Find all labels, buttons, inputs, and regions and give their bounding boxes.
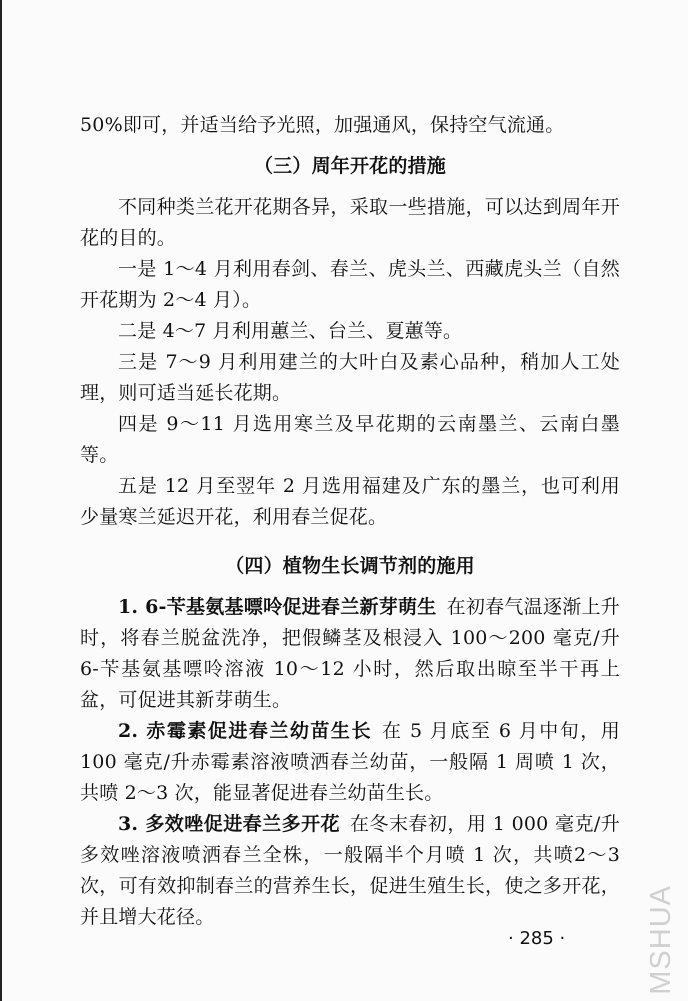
item-3-paragraph — [80, 809, 620, 933]
paragraph-4: 三是 7～9 月利用建兰的大叶白及素心品种，稍加人工处理，则可适当延长花期。 — [80, 351, 620, 404]
item-3-text: 在冬末春初，用 1 000 毫克/升多效唑溶液喷洒春兰全株，一般隔半个月喷 1 次，共喷2～3次，可有效抑制春兰的营养生长，促进生殖生长，使之多开花，并且增大花径。 — [80, 813, 620, 928]
item-1-text: 在初春气温逐渐上升时，将春兰脱盆洗净，把假鳞茎及根浸入 100～200 毫克/升 6-苄基氨基嘌呤溶液 10～12 小时，然后取出晾至半干再上盆，可促进其新芽萌生。 — [80, 596, 620, 711]
page-number: · 285 · — [508, 928, 566, 949]
item-1-paragraph — [80, 592, 620, 716]
paragraph-3: 二是 4～7 月利用蕙兰、台兰、夏蕙等。 — [118, 320, 463, 342]
page-content — [80, 110, 620, 933]
page-left-edge — [0, 0, 2, 1001]
item-3-lead: 3. 多效唑促进春兰多开花 — [118, 813, 341, 835]
item-2-lead: 2. 赤霉素促进春兰幼苗生长 — [118, 720, 372, 742]
item-2-text: 在 5 月底至 6 月中旬，用 100 毫克/升赤霉素溶液喷洒春兰幼苗，一般隔 1 周喷 1 次，共喷 2～3 次，能显著促进春兰幼苗生长。 — [80, 720, 620, 804]
paragraph-1: 不同种类兰花开花期各异，采取一些措施，可以达到周年开花的目的。 — [80, 196, 620, 249]
watermark-text: MSHUA — [645, 885, 677, 995]
item-2-paragraph — [80, 716, 620, 809]
intro-paragraph: 50%即可，并适当给予光照，加强通风，保持空气流通。 — [80, 114, 565, 136]
item-1-lead: 1. 6-苄基氨基嘌呤促进春兰新芽萌生 — [118, 596, 437, 618]
paragraph-6: 五是 12 月至翌年 2 月选用福建及广东的墨兰，也可利用少量寒兰延迟开花，利用春兰促花。 — [80, 475, 620, 528]
section-heading-4: （四）植物生长调节剂的施用 — [225, 555, 475, 577]
section-spacer — [80, 533, 620, 541]
paragraph-5: 四是 9～11 月选用寒兰及早花期的云南墨兰、云南白墨等。 — [80, 413, 620, 466]
section-heading-3: （三）周年开花的措施 — [253, 155, 446, 177]
paragraph-2: 一是 1～4 月利用春剑、春兰、虎头兰、西藏虎头兰（自然开花期为 2～4 月）。 — [80, 258, 620, 311]
